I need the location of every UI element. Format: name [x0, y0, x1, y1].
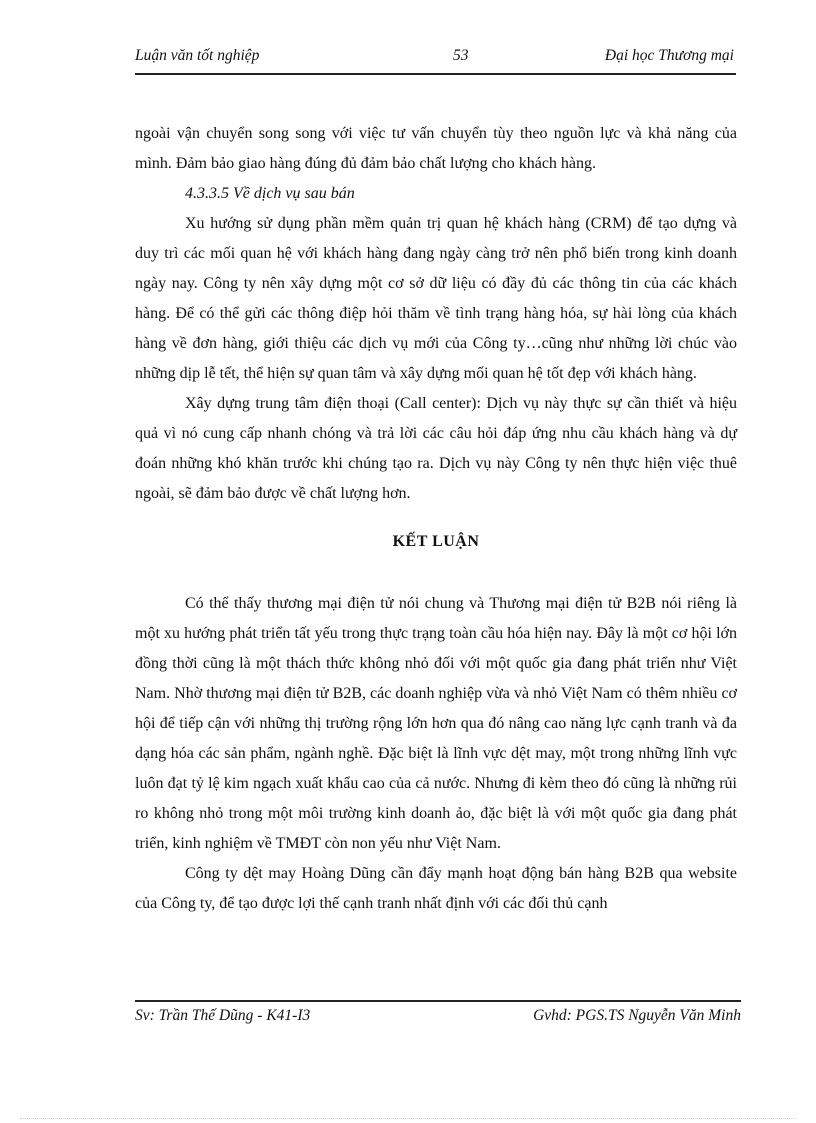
header-title: Luận văn tốt nghiệp	[135, 47, 260, 64]
document-body	[135, 119, 737, 919]
page-edge-divider	[20, 1118, 796, 1119]
header-rule	[135, 73, 736, 75]
page-footer	[135, 1007, 741, 1029]
paragraph-crm: Xu hướng sử dụng phần mềm quản trị quan hệ khách hàng (CRM) để tạo dựng và duy trì các mối quan hệ với khách hàng đang ngày càng trở nên phổ biến trong kinh doanh ngày nay. Công ty nên xây dựng một cơ sở dữ liệu có đầy đủ các thông tin của các khách hàng. Để có thể gửi các thông điệp hỏi thăm về tình trạng hàng hóa, sự hài lòng của khách hàng về đơn hàng, giới thiệu các dịch vụ mới của Công ty…cũng như những lời chúc vào những dịp lễ tết, thể hiện sự quan tâm và xây dựng mối quan hệ tốt đẹp với khách hàng.	[135, 215, 737, 382]
section-title: KẾT LUẬN	[392, 533, 480, 550]
subheading: 4.3.3.5 Về dịch vụ sau bán	[185, 185, 355, 202]
paragraph-call-center: Xây dựng trung tâm điện thoại (Call center): Dịch vụ này thực sự cần thiết và hiệu quả vì nó cung cấp nhanh chóng và trả lời các câu hỏi đáp ứng nhu cầu khách hàng và dự đoán những khó khăn trước khi chúng tạo ra. Dịch vụ này Công ty nên thực hiện việc thuê ngoài, sẽ đảm bảo được về chất lượng hơn.	[135, 395, 737, 502]
page-number: 53	[453, 47, 469, 64]
footer-advisor: Gvhd: PGS.TS Nguyễn Văn Minh	[533, 1007, 741, 1024]
footer-rule	[135, 1000, 741, 1002]
paragraph-conclusion-2: Công ty dệt may Hoàng Dũng cần đẩy mạnh hoạt động bán hàng B2B qua website của Công ty, để tạo được lợi thế cạnh tranh nhất định với các đối thủ cạnh	[135, 865, 737, 912]
paragraph-conclusion-1: Có thể thấy thương mại điện tử nói chung và Thương mại điện tử B2B nói riêng là một xu hướng phát triển tất yếu trong thực trạng toàn cầu hóa hiện nay. Đây là một cơ hội lớn đồng thời cũng là một thách thức không nhỏ đối với một quốc gia đang phát triển như Việt Nam. Nhờ thương mại điện tử B2B, các doanh nghiệp vừa và nhỏ Việt Nam có thêm nhiều cơ hội để tiếp cận với những thị trường rộng lớn hơn qua đó nâng cao năng lực cạnh tranh và đa dạng hóa các sản phẩm, ngành nghề. Đặc biệt là lĩnh vực dệt may, một trong những lĩnh vực luôn đạt tỷ lệ kim ngạch xuất khẩu cao của cả nước. Nhưng đi kèm theo đó cũng là những rủi ro không nhỏ trong một môi trường kinh doanh ảo, đặc biệt là với một quốc gia đang phát triển, kinh nghiệm về TMĐT còn non yếu như Việt Nam.	[135, 595, 737, 852]
header-institution: Đại học Thương mại	[604, 47, 734, 64]
footer-student: Sv: Trần Thế Dũng - K41-I3	[135, 1007, 311, 1024]
paragraph-continuation: ngoài vận chuyển song song với việc tư vấn chuyển tùy theo nguồn lực và khả năng của mình. Đảm bảo giao hàng đúng đủ đảm bảo chất lượng cho khách hàng.	[135, 125, 737, 172]
page-header	[135, 47, 736, 69]
